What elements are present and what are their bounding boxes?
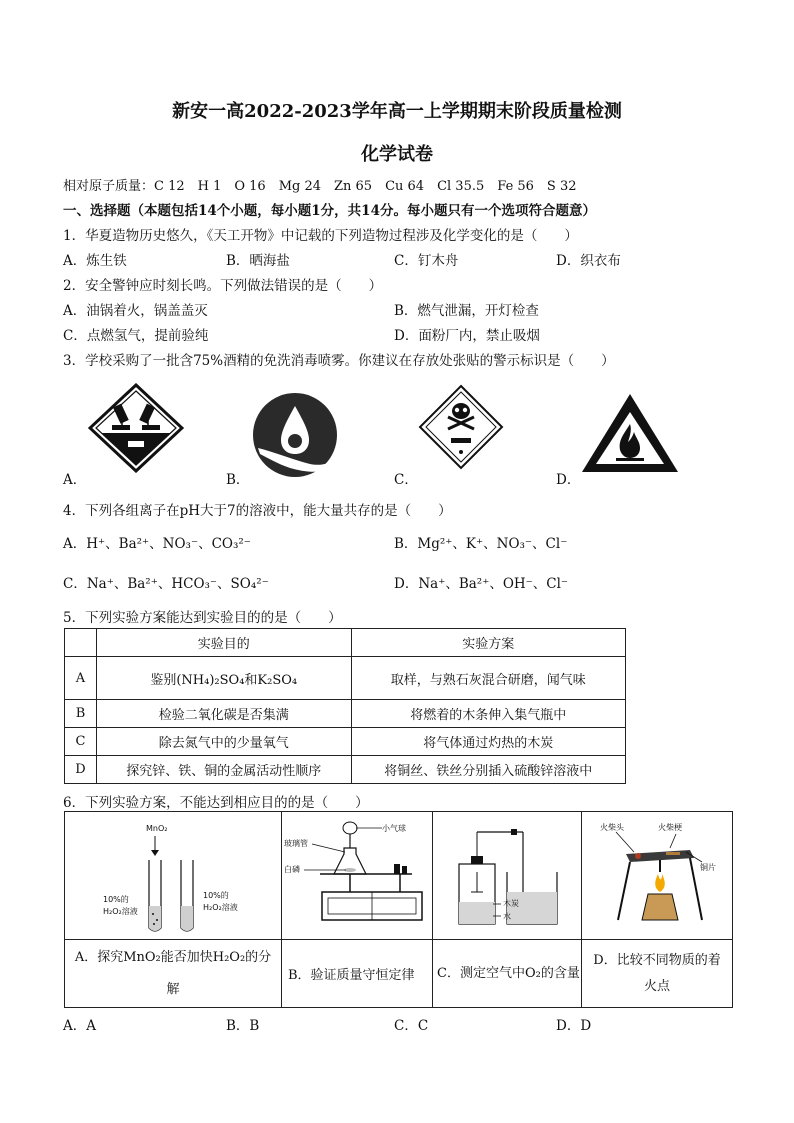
- match-stick-label: 火柴梗: [658, 823, 682, 832]
- white-phosphorus-label: 白磷: [284, 865, 300, 874]
- row-label: C: [65, 728, 97, 756]
- q6-table: [64, 811, 733, 1008]
- table-header-cell: 实验方案: [351, 629, 625, 657]
- caption-b: B．验证质量守恒定律: [282, 940, 433, 1008]
- row-label: B: [65, 700, 97, 728]
- q6-stem: 6．下列实验方案，不能达到相应目的的是（ ）: [63, 795, 369, 811]
- table-row: [65, 700, 626, 728]
- mno2-label: MnO₂: [146, 824, 168, 833]
- row-plan: 取样，与熟石灰混合研磨，闻气味: [351, 657, 625, 700]
- q6-option-b[interactable]: B．B: [226, 1018, 260, 1034]
- q3-stem: 3．学校采购了一批含75%酒精的免洗消毒喷雾。你建议在存放处张贴的警示标识是（ ）: [63, 353, 615, 369]
- figure-row: [65, 812, 733, 940]
- h2o2-label-right-2: H₂O₂溶液: [203, 903, 238, 912]
- balloon-label: 小气球: [382, 824, 406, 833]
- atomic-masses: 相对原子质量：C 12 H 1 O 16 Mg 24 Zn 65 Cu 64 Cl 35.5 Fe 56 S 32: [63, 179, 577, 194]
- caption-d: D．比较不同物质的着火点: [582, 940, 733, 1008]
- charcoal-label: 木炭: [503, 899, 519, 908]
- q6-option-d[interactable]: D．D: [556, 1018, 592, 1034]
- q3-option-d[interactable]: D．: [556, 472, 581, 488]
- table-header-cell: 实验目的: [96, 629, 351, 657]
- q4-option-label: C．: [63, 576, 87, 592]
- q1-option-b[interactable]: B．晒海盐: [226, 253, 290, 269]
- h2o2-label-right-1: 10%的: [203, 891, 229, 900]
- row-purpose: 探究锌、铁、铜的金属活动性顺序: [96, 756, 351, 784]
- q4-option-c[interactable]: [63, 572, 269, 592]
- q4-option-text: Mg²⁺、K⁺、NO₃⁻、Cl⁻: [417, 536, 568, 552]
- q4-option-label: B．: [394, 536, 418, 552]
- q4-option-text: Na⁺、Ba²⁺、OH⁻、Cl⁻: [418, 576, 569, 592]
- row-plan: 将燃着的木条伸入集气瓶中: [351, 700, 625, 728]
- toxic-sign-icon[interactable]: [418, 384, 504, 470]
- row-plan: 将气体通过灼热的木炭: [351, 728, 625, 756]
- glass-tube-label: 玻璃管: [284, 839, 308, 848]
- q3-option-a[interactable]: A．: [63, 472, 87, 488]
- table-row: [65, 756, 626, 784]
- q1-option-c[interactable]: C．钉木舟: [394, 253, 459, 269]
- figure-c-cell: [433, 812, 582, 940]
- q6-option-c[interactable]: C．C: [394, 1018, 429, 1034]
- figure-d-cell: [582, 812, 733, 940]
- q2-option-b[interactable]: B．燃气泄漏，开灯检查: [394, 303, 539, 319]
- table-header-row: [65, 629, 626, 657]
- figure-a-cell: [65, 812, 282, 940]
- water-label: 水: [503, 912, 511, 921]
- q2-option-c[interactable]: C．点燃氢气，提前验纯: [63, 328, 209, 344]
- q5-table: [64, 628, 626, 784]
- caption-a: A．探究MnO₂能否加快H₂O₂的分解: [65, 940, 282, 1008]
- corrosive-sign-icon[interactable]: [88, 383, 184, 473]
- q4-option-d[interactable]: [394, 572, 568, 592]
- flammable-sign-icon[interactable]: [580, 392, 680, 474]
- figure-b-cell: [282, 812, 433, 940]
- q4-stem: 4．下列各组离子在pH大于7的溶液中，能大量共存的是（ ）: [63, 503, 452, 519]
- q5-stem: 5．下列实验方案能达到实验目的的是（ ）: [63, 610, 342, 626]
- row-purpose: 检验二氧化碳是否集满: [96, 700, 351, 728]
- balance-icon: [282, 812, 432, 939]
- row-purpose: 除去氮气中的少量氧气: [96, 728, 351, 756]
- row-label: D: [65, 756, 97, 784]
- water-drop-sign-icon[interactable]: [250, 390, 340, 480]
- section-heading: 一、选择题（本题包括14个小题，每小题1分，共14分。每小题只有一个选项符合题意）: [63, 203, 596, 219]
- q4-option-b[interactable]: [394, 532, 567, 552]
- q6-option-a[interactable]: A．A: [63, 1018, 96, 1034]
- match-head-label: 火柴头: [600, 823, 624, 832]
- q3-option-b[interactable]: B．: [226, 472, 250, 488]
- q1-stem: 1．华夏造物历史悠久，《天工开物》中记载的下列造物过程涉及化学变化的是（ ）: [63, 228, 578, 244]
- q2-option-a[interactable]: A．油锅着火，锅盖盖灭: [63, 303, 208, 319]
- table-row: [65, 728, 626, 756]
- q4-option-label: A．: [63, 536, 87, 552]
- row-label: A: [65, 657, 97, 700]
- test-tubes-icon: [65, 812, 281, 939]
- q4-option-a[interactable]: [63, 532, 251, 552]
- q1-option-a[interactable]: A．炼生铁: [63, 253, 127, 269]
- copper-plate-label: 铜片: [700, 863, 716, 872]
- page-subtitle: 化学试卷: [361, 144, 433, 165]
- q3-option-c[interactable]: C．: [394, 472, 418, 488]
- q4-option-text: H⁺、Ba²⁺、NO₃⁻、CO₃²⁻: [86, 536, 251, 552]
- q4-option-label: D．: [394, 576, 419, 592]
- q2-option-d[interactable]: D．面粉厂内，禁止吸烟: [394, 328, 540, 344]
- caption-row: [65, 940, 733, 1008]
- q1-option-d[interactable]: D．织衣布: [556, 253, 621, 269]
- q4-option-text: Na⁺、Ba²⁺、HCO₃⁻、SO₄²⁻: [86, 576, 269, 592]
- row-plan: 将铜丝、铁丝分别插入硫酸锌溶液中: [351, 756, 625, 784]
- q2-stem: 2．安全警钟应时刻长鸣。下列做法错误的是（ ）: [63, 278, 383, 294]
- h2o2-label-left-2: H₂O₂溶液: [103, 907, 138, 916]
- table-header-cell: [65, 629, 97, 657]
- table-row: [65, 657, 626, 700]
- caption-c: C．测定空气中O₂的含量: [433, 940, 582, 1008]
- h2o2-label-left-1: 10%的: [103, 895, 129, 904]
- row-purpose: 鉴别(NH₄)₂SO₄和K₂SO₄: [96, 657, 351, 700]
- page-title: 新安一高2022-2023学年高一上学期期末阶段质量检测: [172, 101, 622, 122]
